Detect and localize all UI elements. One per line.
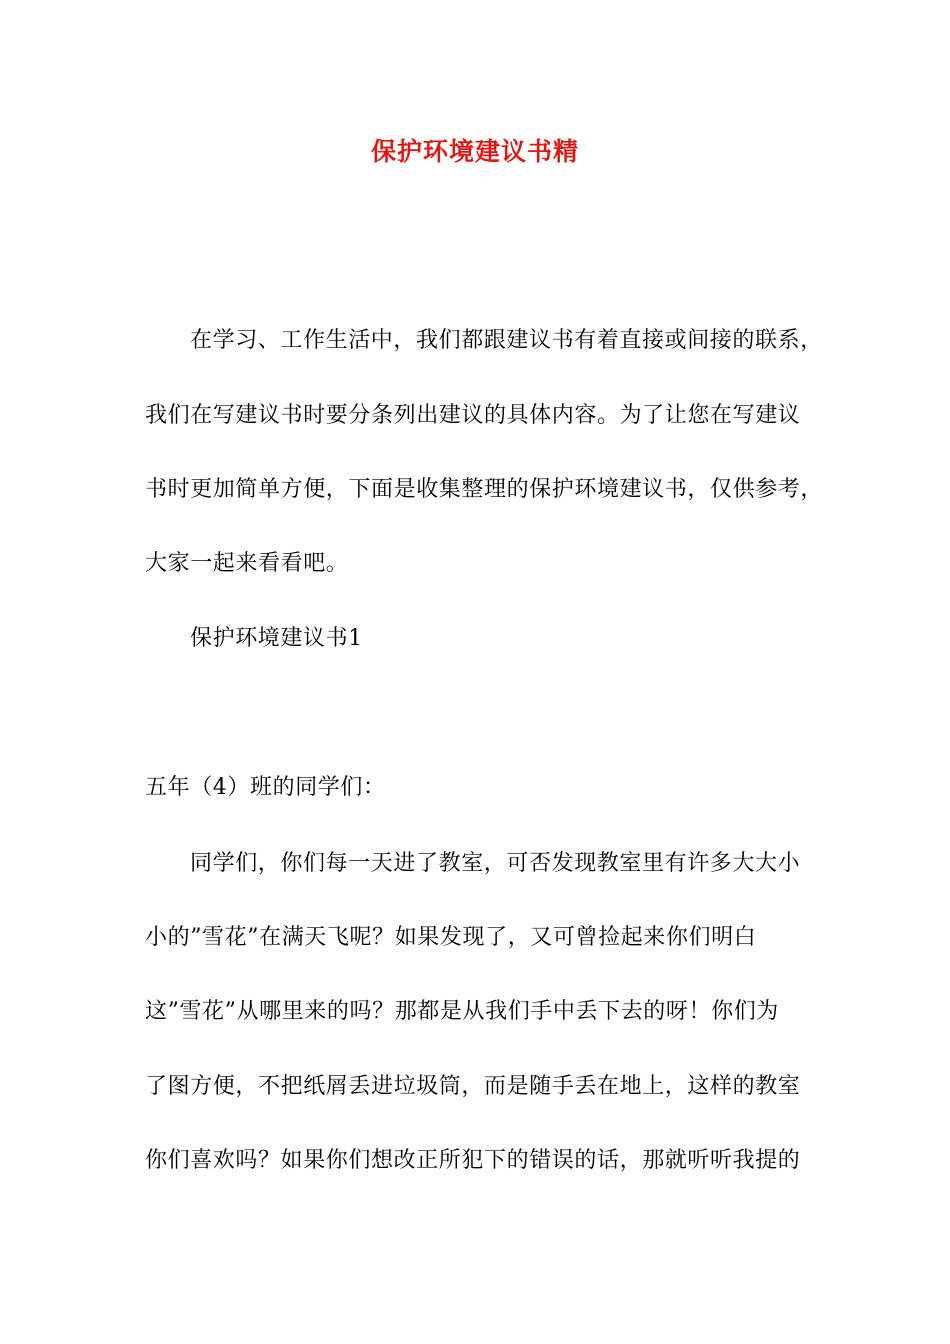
paragraph-line: 这”雪花”从哪里来的吗？那都是从我们手中丢下去的呀！你们为 — [145, 999, 779, 1024]
paragraph-line: 在学习、工作生活中，我们都跟建议书有着直接或间接的联系， — [190, 328, 823, 353]
paragraph-line: 我们在写建议书时要分条列出建议的具体内容。为了让您在写建议 — [145, 403, 801, 428]
document-title: 保护环境建议书精 — [370, 137, 579, 166]
salutation: 五年（4）班的同学们： — [145, 775, 386, 800]
section-heading: 保护环境建议书1 — [190, 626, 363, 651]
paragraph-line: 书时更加简单方便，下面是收集整理的保护环境建议书，仅供参考， — [145, 477, 824, 502]
paragraph-line: 了图方便，不把纸屑丢进垃圾筒，而是随手丢在地上，这样的教室 — [145, 1074, 801, 1099]
paragraph-line: 你们喜欢吗？如果你们想改正所犯下的错误的话，那就听听我提的 — [145, 1148, 801, 1173]
paragraph-line: 小的”雪花”在满天飞呢？如果发现了，又可曾捡起来你们明白 — [145, 925, 757, 950]
paragraph-line: 同学们，你们每一天进了教室，可否发现教室里有许多大大小 — [190, 851, 801, 876]
paragraph-line: 大家一起来看看吧。 — [145, 551, 349, 576]
